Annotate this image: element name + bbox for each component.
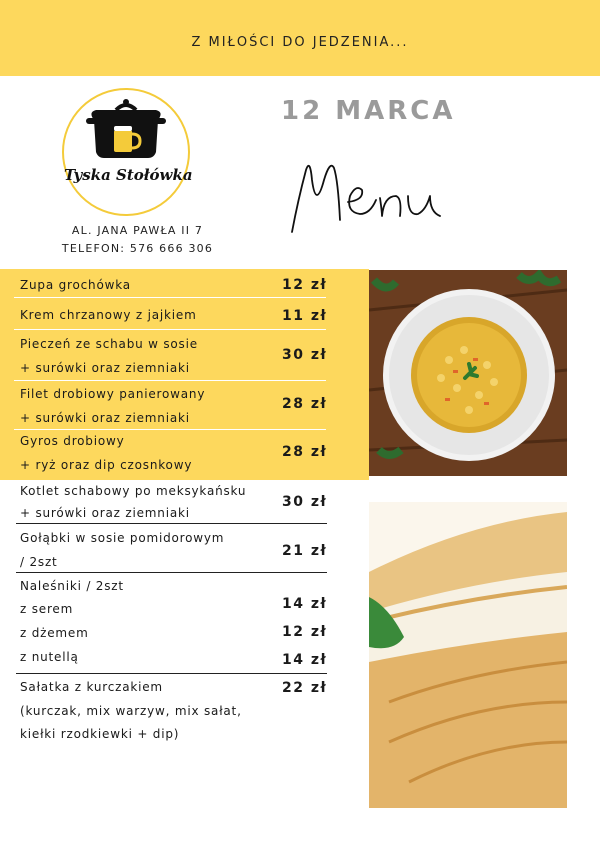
logo-text: Tyska Stołówka	[64, 166, 193, 184]
menu-item-name: Pieczeń ze schabu w sosie	[20, 337, 198, 351]
menu-item-name: Gołąbki w sosie pomidorowym	[20, 531, 225, 545]
menu-item-price: 14 zł	[282, 596, 328, 612]
menu-item-detail: z serem	[20, 602, 74, 616]
street-address: AL. JANA PAWŁA II 7	[71, 224, 204, 237]
menu-item-name: Filet drobiowy panierowany	[20, 387, 206, 401]
phone-number: TELEFON: 576 666 306	[61, 242, 214, 255]
menu-item-price: 28 zł	[282, 396, 328, 412]
menu-item-price: 14 zł	[282, 652, 328, 668]
divider	[16, 572, 327, 573]
divider	[16, 673, 327, 674]
pea-soup-photo	[369, 270, 567, 476]
menu-item-price: 28 zł	[282, 444, 328, 460]
menu-item-price: 21 zł	[282, 543, 328, 559]
menu-item-name: Gyros drobiowy	[20, 434, 125, 448]
menu-item-price: 12 zł	[282, 277, 328, 293]
menu-item-detail: z nutellą	[20, 650, 79, 664]
menu-item-price: 30 zł	[282, 347, 328, 363]
address-block	[40, 222, 235, 258]
menu-item-detail: / 2szt	[20, 555, 58, 569]
menu-item-detail: + surówki oraz ziemniaki	[20, 506, 190, 520]
divider	[14, 380, 326, 381]
pot-icon	[64, 90, 193, 214]
menu-item-name: Sałatka z kurczakiem	[20, 680, 163, 694]
menu-item-name: Kotlet schabowy po meksykańsku	[20, 484, 247, 498]
menu-item-detail: + ryż oraz dip czosnkowy	[20, 458, 193, 472]
menu-date: 12 MARCA	[281, 96, 456, 126]
menu-item-price: 30 zł	[282, 494, 328, 510]
divider	[14, 429, 326, 430]
tagline: Z MIŁOŚCI DO JEDZENIA...	[191, 34, 409, 50]
divider	[14, 329, 326, 330]
restaurant-logo	[62, 88, 193, 216]
divider	[16, 523, 327, 524]
menu-item-detail: kiełki rzodkiewki + dip)	[20, 727, 180, 741]
menu-item-detail: + surówki oraz ziemniaki	[20, 361, 190, 375]
divider	[14, 297, 326, 298]
menu-item-name: Naleśniki / 2szt	[20, 579, 124, 593]
top-banner	[0, 0, 600, 76]
menu-item-detail: z dżemem	[20, 626, 89, 640]
menu-item-price: 12 zł	[282, 624, 328, 640]
menu-item-detail: + surówki oraz ziemniaki	[20, 411, 190, 425]
menu-title	[284, 140, 454, 250]
menu-item-detail: (kurczak, mix warzyw, mix sałat,	[20, 704, 242, 718]
pancakes-photo	[369, 502, 567, 808]
menu-item-name: Krem chrzanowy z jajkiem	[20, 308, 197, 322]
menu-item-price: 22 zł	[282, 680, 328, 696]
menu-item-price: 11 zł	[282, 308, 328, 324]
menu-item-name: Zupa grochówka	[20, 278, 131, 292]
